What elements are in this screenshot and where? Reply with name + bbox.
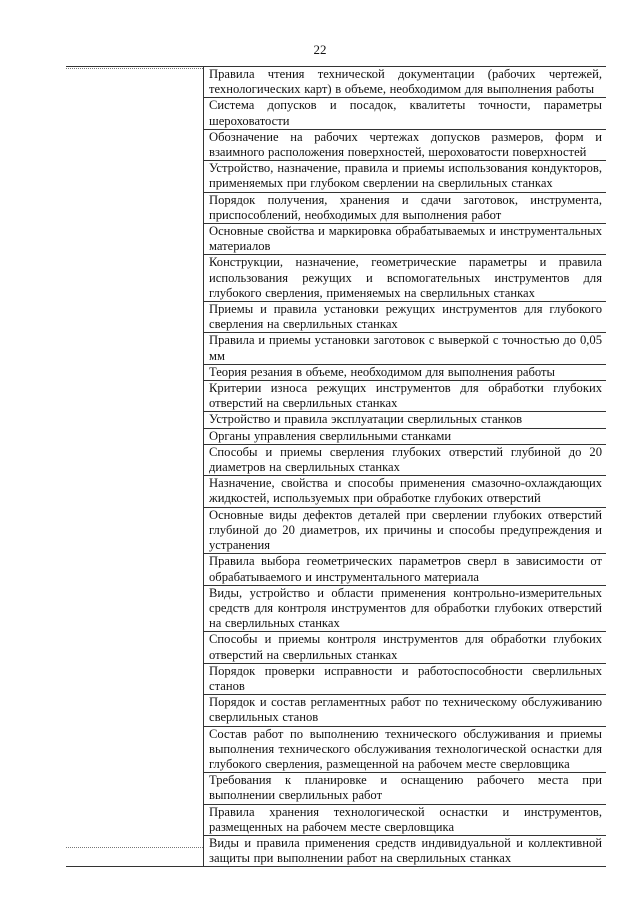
column-divider-mark — [66, 68, 203, 69]
table-row: Способы и приемы сверления глубоких отверстий глубиной до 20 диаметров на сверлильных станках — [204, 445, 606, 476]
table-row: Основные свойства и маркировка обрабатываемых и инструментальных материалов — [204, 224, 606, 255]
table-row: Правила и приемы установки заготовок с выверкой с точностью до 0,05 мм — [204, 333, 606, 364]
table-label-column — [66, 67, 204, 866]
table-row: Способы и приемы контроля инструментов для обработки глубоких отверстий на сверлильных станках — [204, 632, 606, 663]
table-row: Порядок проверки исправности и работоспособности сверлильных станов — [204, 664, 606, 695]
table-row: Приемы и правила установки режущих инструментов для глубокого сверления на сверлильных станках — [204, 302, 606, 333]
table-row: Теория резания в объеме, необходимом для выполнения работы — [204, 365, 606, 381]
table-row: Требования к планировке и оснащению рабочего места при выполнении сверлильных работ — [204, 773, 606, 804]
table-row: Устройство, назначение, правила и приемы использования кондукторов, применяемых при глубоком сверлении на сверлильных станках — [204, 161, 606, 192]
table-row: Основные виды дефектов деталей при сверлении глубоких отверстий глубиной до 20 диаметров, их причины и способы предупреждения и устранения — [204, 508, 606, 555]
table-row: Порядок получения, хранения и сдачи заготовок, инструмента, приспособлений, необходимых для выполнения работ — [204, 193, 606, 224]
table-row: Порядок и состав регламентных работ по техническому обслуживанию сверлильных станов — [204, 695, 606, 726]
table-row: Конструкции, назначение, геометрические параметры и правила использования режущих и вспомогательных инструментов для глубокого сверления, применяемых на сверлильных станках — [204, 255, 606, 302]
table-row: Виды, устройство и области применения контрольно-измерительных средств для контроля инструментов для обработки глубоких отверстий на сверлильных станках — [204, 586, 606, 633]
table-row: Виды и правила применения средств индивидуальной и коллективной защиты при выполнении работ на сверлильных станках — [209, 835, 602, 866]
column-divider-mark — [66, 847, 203, 848]
table-row: Правила хранения технологической оснастки и инструментов, размещенных на рабочем месте сверловщика — [204, 805, 606, 836]
table-row: Состав работ по выполнению технического обслуживания и приемы выполнения технического обслуживания технологической оснастки для глубокого сверления, размещенной на рабочем месте сверловщика — [204, 727, 606, 774]
table-row: Назначение, свойства и способы применения смазочно-охлаждающих жидкостей, используемых при обработке глубоких отверстий — [204, 476, 606, 507]
table-row: Органы управления сверлильными станками — [204, 429, 606, 445]
requirements-table — [66, 66, 606, 867]
table-row: Обозначение на рабочих чертежах допусков размеров, форм и взаимного расположения поверхностей, шероховатости поверхностей — [204, 130, 606, 161]
table-row: Система допусков и посадок, квалитеты точности, параметры шероховатости — [204, 98, 606, 129]
table-rows — [204, 67, 606, 866]
table-row: Правила выбора геометрических параметров сверл в зависимости от обрабатываемого и инструментального материала — [204, 554, 606, 585]
table-row: Устройство и правила эксплуатации сверлильных станков — [204, 412, 606, 428]
table-row: Правила чтения технической документации (рабочих чертежей, технологических карт) в объеме, необходимом для выполнения работы — [204, 67, 606, 98]
page-number: 22 — [313, 42, 327, 57]
table-row: Критерии износа режущих инструментов для обработки глубоких отверстий на сверлильных станках — [204, 381, 606, 412]
